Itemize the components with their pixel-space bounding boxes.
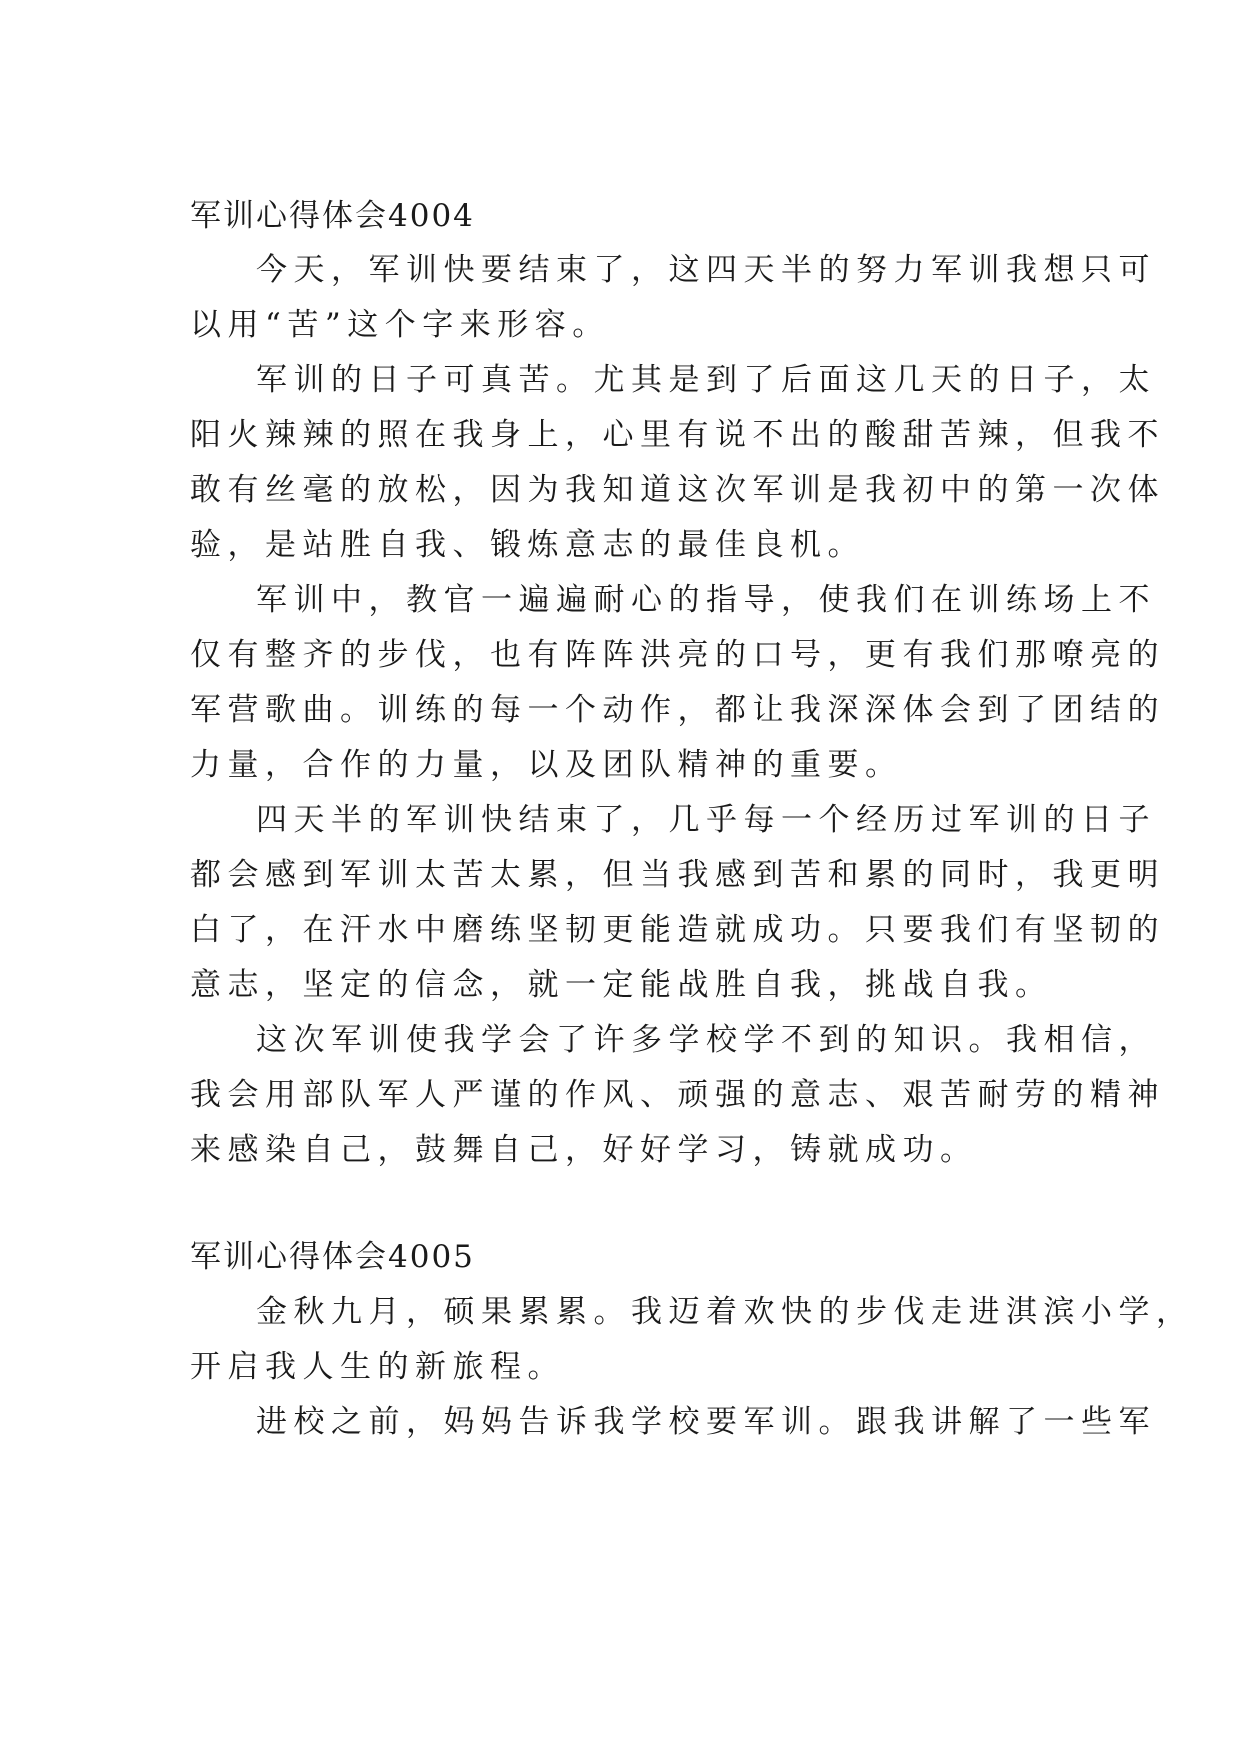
- paragraph-line: 以用“苦”这个字来形容。: [190, 307, 610, 343]
- section-title-4005: 军训心得体会4005: [190, 1239, 475, 1275]
- paragraph-line: 这次军训使我学会了许多学校学不到的知识。我相信，: [256, 1022, 1156, 1058]
- paragraph-line: 进校之前，妈妈告诉我学校要军训。跟我讲解了一些军: [256, 1404, 1156, 1440]
- paragraph-line: 敢有丝毫的放松，因为我知道这次军训是我初中的第一次体: [190, 472, 1165, 508]
- paragraph-line: 军营歌曲。训练的每一个动作，都让我深深体会到了团结的: [190, 692, 1165, 728]
- paragraph-line: 今天，军训快要结束了，这四天半的努力军训我想只可: [256, 252, 1156, 288]
- paragraph-line: 军训的日子可真苦。尤其是到了后面这几天的日子，太: [256, 362, 1156, 398]
- paragraph-line: 军训中，教官一遍遍耐心的指导，使我们在训练场上不: [256, 582, 1156, 618]
- paragraph-line: 四天半的军训快结束了，几乎每一个经历过军训的日子: [256, 802, 1156, 838]
- section-title-4004: 军训心得体会4004: [190, 198, 475, 234]
- paragraph-line: 阳火辣辣的照在我身上，心里有说不出的酸甜苦辣，但我不: [190, 417, 1165, 453]
- paragraph-line: 意志，坚定的信念，就一定能战胜自我，挑战自我。: [190, 967, 1053, 1003]
- paragraph-line: 来感染自己，鼓舞自己，好好学习，铸就成功。: [190, 1132, 978, 1168]
- paragraph-line: 金秋九月，硕果累累。我迈着欢快的步伐走进淇滨小学，: [256, 1294, 1194, 1330]
- paragraph-line: 开启我人生的新旅程。: [190, 1349, 565, 1385]
- paragraph-line: 验，是站胜自我、锻炼意志的最佳良机。: [190, 527, 865, 563]
- paragraph-line: 我会用部队军人严谨的作风、顽强的意志、艰苦耐劳的精神: [190, 1077, 1165, 1113]
- paragraph-line: 都会感到军训太苦太累，但当我感到苦和累的同时，我更明: [190, 857, 1165, 893]
- paragraph-line: 力量，合作的力量，以及团队精神的重要。: [190, 747, 903, 783]
- paragraph-line: 白了，在汗水中磨练坚韧更能造就成功。只要我们有坚韧的: [190, 912, 1165, 948]
- paragraph-line: 仅有整齐的步伐，也有阵阵洪亮的口号，更有我们那嘹亮的: [190, 637, 1165, 673]
